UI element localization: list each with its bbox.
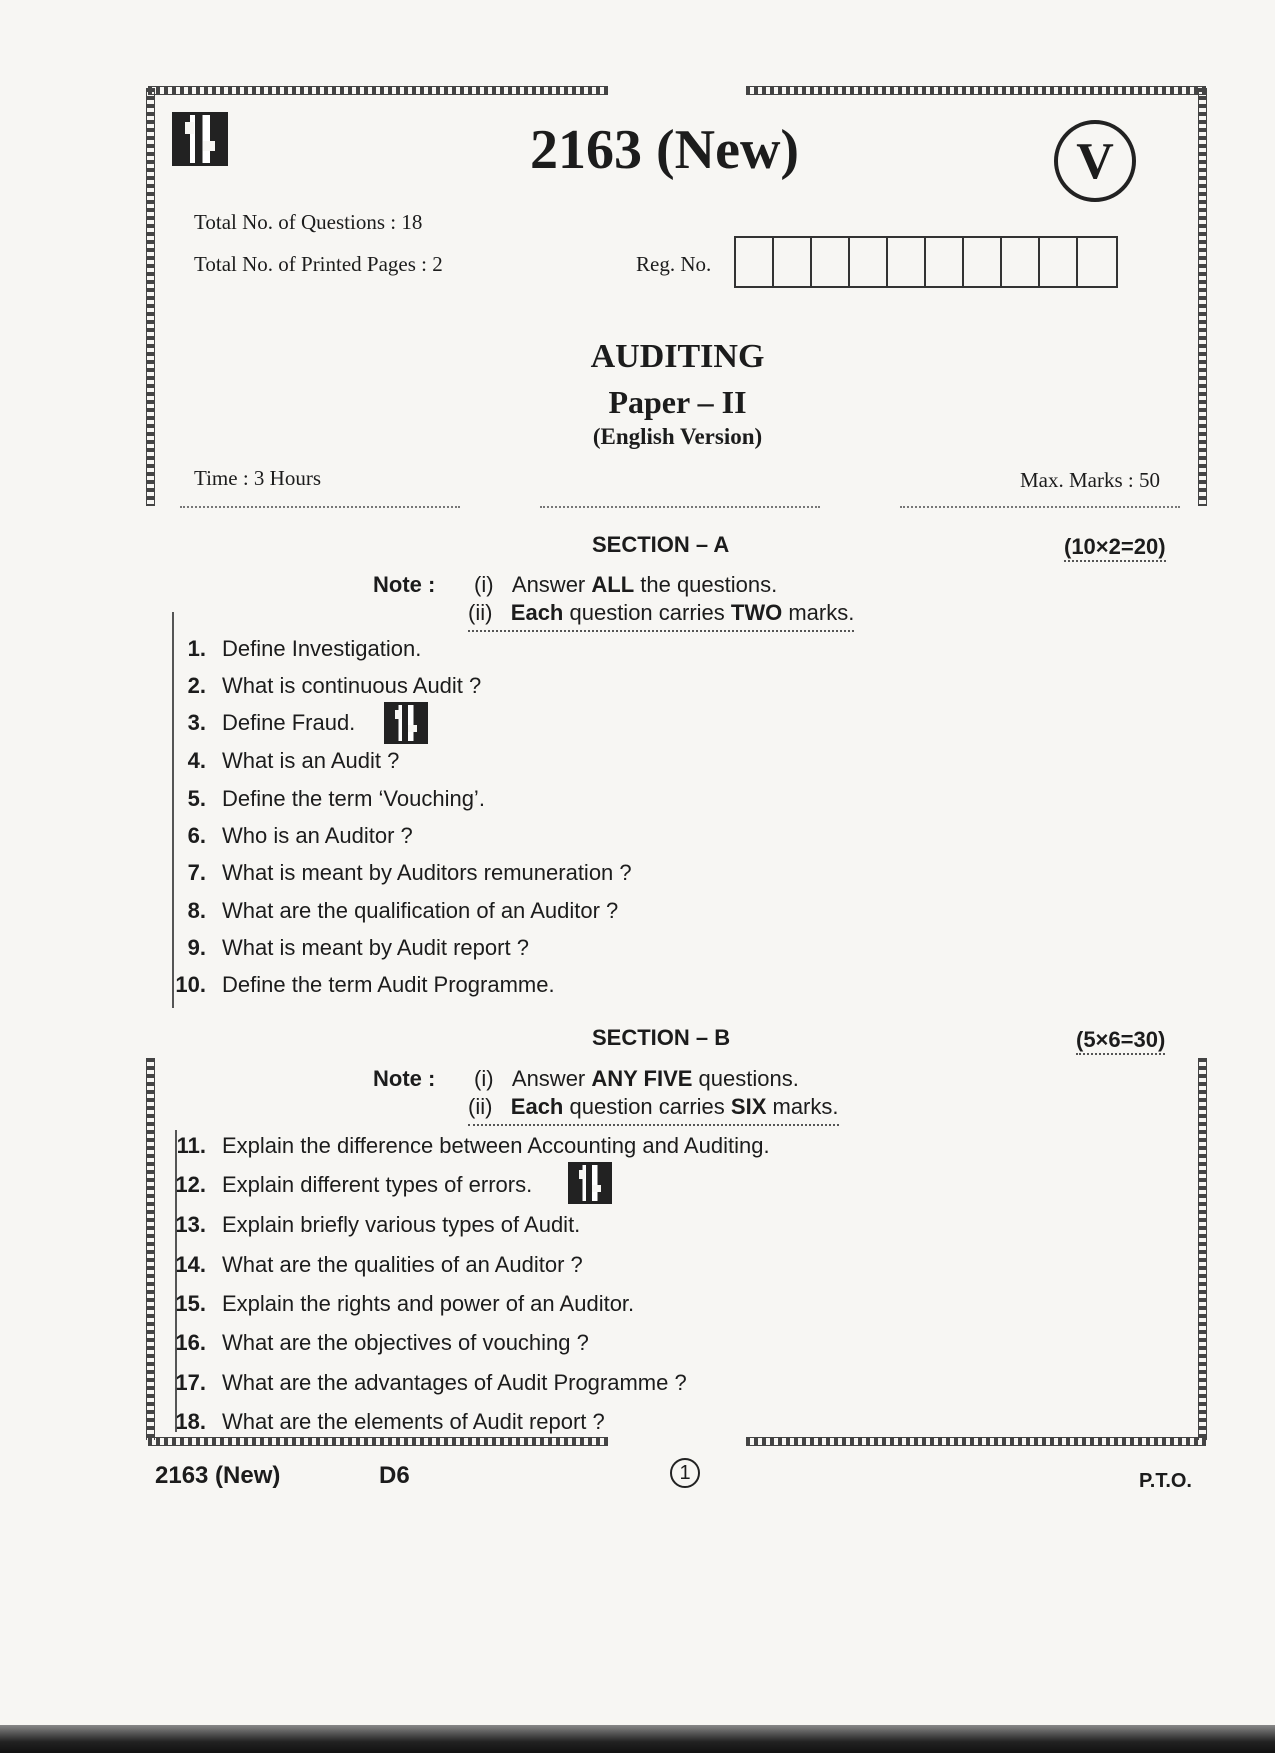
total-questions: Total No. of Questions : 18 (194, 210, 423, 234)
note-emphasis: Each (510, 600, 564, 625)
note-emphasis: ALL (591, 572, 635, 597)
question-text: What are the objectives of vouching ? (222, 1330, 589, 1355)
question-item (160, 786, 485, 812)
question-number: 15. (175, 1291, 206, 1316)
question-text: What are the qualification of an Auditor ? (222, 898, 619, 923)
question-text: What is meant by Audit report ? (222, 935, 529, 960)
reg-no-boxes (734, 236, 1118, 288)
question-number: 8. (187, 898, 206, 923)
question-number: 13. (175, 1212, 206, 1237)
question-item (160, 1409, 605, 1435)
question-number: 9. (187, 935, 206, 960)
section-b-note-label: Note : (373, 1066, 436, 1091)
reg-no-label: Reg. No. (636, 252, 712, 276)
question-number: 5. (187, 786, 206, 811)
note-prefix: (i) (474, 1066, 494, 1091)
question-number: 12. (175, 1172, 206, 1197)
language-version: (English Version) (592, 424, 763, 449)
question-number: 10. (175, 972, 206, 997)
section-b-title: SECTION – B (592, 1025, 731, 1050)
note-text: Answer (511, 1066, 592, 1091)
reg-box (812, 238, 850, 286)
question-number: 14. (175, 1252, 206, 1277)
question-number: 4. (187, 748, 206, 773)
question-item (160, 1133, 770, 1159)
question-item (160, 1252, 583, 1278)
left-border-bottom (146, 1058, 155, 1440)
reg-box (774, 238, 812, 286)
question-text: Define Fraud. (222, 710, 356, 735)
reg-box (888, 238, 926, 286)
question-number: 11. (176, 1133, 206, 1158)
question-item (160, 1330, 589, 1356)
section-a-title: SECTION – A (592, 532, 730, 557)
section-a-note-2 (468, 600, 854, 632)
scan-edge-shadow (0, 1725, 1275, 1753)
question-number: 7. (187, 860, 206, 885)
question-text: Explain briefly various types of Audit. (222, 1212, 581, 1237)
header-rule (540, 506, 820, 508)
page-number: 1 (670, 1458, 700, 1488)
question-text: What are the advantages of Audit Programme ? (222, 1370, 687, 1395)
question-text: What are the qualities of an Auditor ? (222, 1252, 583, 1277)
reg-box (1002, 238, 1040, 286)
question-item (160, 748, 399, 774)
question-item (160, 1370, 687, 1396)
section-b-note-2 (468, 1094, 839, 1126)
section-b-note-1 (474, 1066, 799, 1092)
question-number: 1. (187, 636, 206, 661)
qr-code-icon (172, 112, 228, 166)
note-emphasis: ANY FIVE (591, 1066, 693, 1091)
question-item (160, 935, 529, 961)
note-emphasis: SIX (730, 1094, 767, 1119)
footer-code: D6 (379, 1462, 410, 1489)
question-item (160, 972, 555, 998)
note-emphasis: Each (510, 1094, 564, 1119)
section-a-note-1 (474, 572, 777, 598)
question-text: Explain the rights and power of an Auditor. (222, 1291, 635, 1316)
note-prefix: (i) (474, 572, 494, 597)
question-text: Define the term Audit Programme. (222, 972, 555, 997)
section-b-marks: (5×6=30) (1076, 1027, 1165, 1055)
question-item (160, 636, 421, 662)
section-a-note-label: Note : (373, 572, 436, 597)
reg-box (736, 238, 774, 286)
header-rule (180, 506, 460, 508)
bottom-border-right (746, 1437, 1206, 1446)
question-text: What are the elements of Audit report ? (222, 1409, 605, 1434)
reg-box (1078, 238, 1116, 286)
reg-box (964, 238, 1002, 286)
question-item (160, 673, 481, 699)
version-badge: V (1054, 120, 1136, 202)
question-text: Define the term ‘Vouching’. (222, 786, 485, 811)
paper-number: Paper – II (608, 384, 747, 420)
qr-code-icon (568, 1162, 612, 1204)
note-text: marks. (782, 600, 855, 625)
max-marks: Max. Marks : 50 (1020, 468, 1160, 492)
qr-code-icon (384, 702, 428, 744)
top-border-left (148, 86, 608, 95)
question-text: Explain the difference between Accounting and Auditing. (222, 1133, 770, 1158)
question-number: 16. (175, 1330, 206, 1355)
top-border-right (746, 86, 1206, 95)
paper-code: 2163 (New) (530, 119, 800, 181)
question-number: 3. (187, 710, 206, 735)
pto-label: P.T.O. (1139, 1470, 1192, 1492)
question-item (160, 898, 618, 924)
question-item (160, 710, 355, 736)
total-pages: Total No. of Printed Pages : 2 (194, 252, 443, 276)
question-number: 18. (175, 1409, 206, 1434)
question-number: 6. (187, 823, 206, 848)
question-text: Define Investigation. (222, 636, 422, 661)
right-border-bottom (1198, 1058, 1207, 1440)
exam-time: Time : 3 Hours (194, 466, 321, 490)
question-item (160, 1212, 580, 1238)
note-prefix: (ii) (468, 1094, 493, 1119)
question-number: 2. (187, 673, 206, 698)
subject-title: AUDITING (590, 338, 765, 375)
note-emphasis: TWO (730, 600, 783, 625)
footer-paper-code: 2163 (New) (155, 1462, 281, 1489)
note-prefix: (ii) (468, 600, 493, 625)
note-text: Answer (511, 572, 592, 597)
question-item (160, 860, 632, 886)
reg-box (926, 238, 964, 286)
reg-box (1040, 238, 1078, 286)
note-text: the questions. (634, 572, 778, 597)
question-text: Who is an Auditor ? (222, 823, 413, 848)
note-text: question carries (563, 1094, 731, 1119)
bottom-border-left (148, 1437, 608, 1446)
section-a-marks: (10×2=20) (1064, 534, 1166, 562)
note-text: questions. (692, 1066, 799, 1091)
question-text: What is an Audit ? (222, 748, 400, 773)
question-item (160, 1172, 532, 1198)
question-number: 17. (175, 1370, 206, 1395)
question-text: What is continuous Audit ? (222, 673, 482, 698)
reg-box (850, 238, 888, 286)
question-item (160, 823, 413, 849)
question-item (160, 1291, 634, 1317)
question-text: Explain different types of errors. (222, 1172, 533, 1197)
note-text: question carries (563, 600, 731, 625)
header-rule (900, 506, 1180, 508)
note-text: marks. (766, 1094, 839, 1119)
question-text: What is meant by Auditors remuneration ? (222, 860, 632, 885)
